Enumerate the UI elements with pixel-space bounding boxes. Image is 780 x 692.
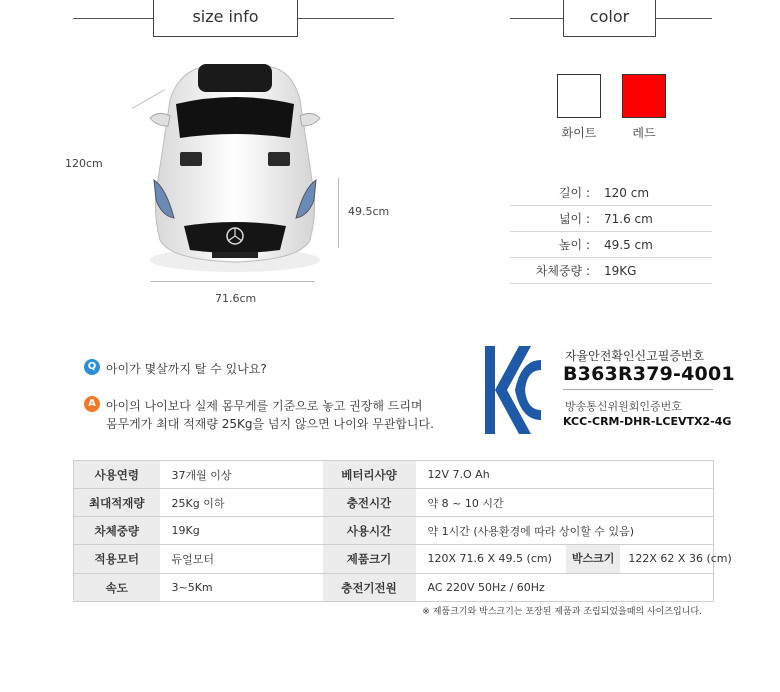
spec-value: 120 cm <box>604 186 650 200</box>
color-swatch-white[interactable] <box>557 74 601 118</box>
spec-key: 넓이 : <box>558 212 590 226</box>
table-header-cell: 사용연령 <box>74 461 160 489</box>
answer-badge-icon: A <box>84 396 100 412</box>
table-row <box>74 574 714 602</box>
kcc-title: 방송통신위원회인증번호 <box>565 400 682 413</box>
spec-key: 차체중량 : <box>535 264 590 278</box>
table-row <box>74 517 714 545</box>
color-header-line-right <box>655 18 712 19</box>
table-value-cell <box>416 545 732 574</box>
table-header-cell: 속도 <box>74 574 160 602</box>
table-header-cell: 최대적재량 <box>74 489 160 517</box>
faq-question: 아이가 몇살까지 탈 수 있나요? <box>106 362 267 376</box>
spec-value: 71.6 cm <box>604 212 653 226</box>
table-header-cell: 충전기전원 <box>323 574 416 602</box>
table-header-cell: 차체중량 <box>74 517 160 545</box>
spec-table <box>73 460 732 602</box>
product-size-value: 120X 71.6 X 49.5 (cm) <box>427 552 552 565</box>
table-value-cell: AC 220V 50Hz / 60Hz <box>416 574 714 602</box>
kcc-code: KCC-CRM-DHR-LCEVTX2-4G <box>563 415 732 428</box>
color-label-red: 레드 <box>632 126 656 140</box>
spec-row-height <box>510 232 712 258</box>
table-value-cell: 37개월 이상 <box>160 461 323 489</box>
table-value-cell: 듀얼모터 <box>160 545 323 574</box>
table-row <box>74 545 714 574</box>
kc-title: 자율안전확인신고필증번호 <box>565 349 705 363</box>
table-row <box>74 461 714 489</box>
question-badge-icon: Q <box>84 359 100 375</box>
color-swatch-red[interactable] <box>622 74 666 118</box>
table-value-cell: 19Kg <box>160 517 323 545</box>
width-dimension-line <box>150 281 315 282</box>
box-size-value: 122X 62 X 36 (cm) <box>628 552 732 565</box>
spec-row-weight <box>510 258 712 284</box>
kc-certification-logo <box>485 346 541 434</box>
table-header-cell: 적용모터 <box>74 545 160 574</box>
spec-row-length <box>510 180 712 206</box>
size-info-tab: size info <box>153 0 298 37</box>
width-dimension: 71.6cm <box>215 292 257 305</box>
spec-row-width <box>510 206 712 232</box>
height-dimension-line <box>338 178 339 248</box>
box-size-header: 박스크기 <box>566 545 621 573</box>
table-value-cell: 12V 7.O Ah <box>416 461 714 489</box>
table-row <box>74 489 714 517</box>
kc-divider <box>563 389 713 390</box>
length-dimension: 120cm <box>65 157 103 170</box>
table-header-cell: 베터리사양 <box>323 461 416 489</box>
table-header-cell: 사용시간 <box>323 517 416 545</box>
size-header-line-right <box>297 18 394 19</box>
faq-answer-line2: 몸무게가 최대 적재량 25Kg을 넘지 않으면 나이와 무관합니다. <box>106 417 434 431</box>
spec-key: 길이 : <box>558 186 590 200</box>
faq-answer-line1: 아이의 나이보다 실제 몸무게를 기준으로 놓고 권장해 드리며 <box>106 399 423 413</box>
table-value-cell: 3~5Km <box>160 574 323 602</box>
table-value-cell: 약 8 ~ 10 시간 <box>416 489 714 517</box>
spec-value: 49.5 cm <box>604 238 653 252</box>
table-header-cell: 제품크기 <box>323 545 416 574</box>
height-dimension: 49.5cm <box>348 205 390 218</box>
table-header-cell: 충전시간 <box>323 489 416 517</box>
ride-on-car-image <box>140 60 330 280</box>
size-header-line-left <box>73 18 155 19</box>
spec-key: 높이 : <box>558 238 590 252</box>
color-header-line-left <box>510 18 565 19</box>
table-value-cell: 약 1시간 (사용환경에 따라 상이할 수 있음) <box>416 517 714 545</box>
spec-value: 19KG <box>604 264 637 278</box>
table-value-cell: 25Kg 이하 <box>160 489 323 517</box>
kc-code: B363R379-4001 <box>563 363 735 385</box>
color-label-white: 화이트 <box>561 126 597 140</box>
color-tab: color <box>563 0 656 37</box>
size-footnote: ※ 제품크기와 박스크기는 포장된 제품과 조립되었을때의 사이즈입니다. <box>422 607 702 617</box>
